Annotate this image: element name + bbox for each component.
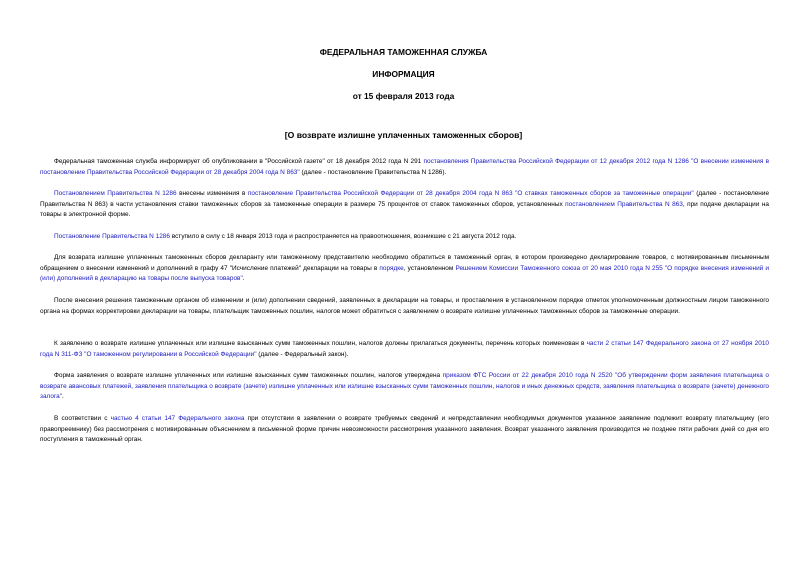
paragraph-text: . — [62, 393, 64, 400]
link-resolution-1286[interactable]: Постановление Правительства N 1286 — [54, 233, 170, 240]
paragraph-1 — [40, 157, 769, 178]
paragraph-text: Федеральная таможенная служба информирует об опубликовании в "Российской газете" от 18 декабря 2012 года N 291 — [54, 158, 424, 165]
paragraph-text: Форма заявления о возврате излишне уплаченных или излишне взысканных сумм таможенных пошлин, налогов утверждена — [54, 372, 443, 379]
paragraph-text: После внесения решения таможенным органом об изменении и (или) дополнении сведений, заявленных в декларации на товары, и проставления в установленном порядке отметок уполномоченным должностным лицом таможенного органа на формах корректировки декларации на товары, плательщик таможенных пошлин, налогов может обратиться с заявлением о возврате излишне уплаченных таможенных сборов за таможенные операции. — [40, 297, 769, 315]
paragraph-4 — [40, 253, 769, 285]
paragraph-text: Для возврата излишне уплаченных таможенных сборов декларанту или таможенному представителю необходимо обратиться в таможенный орган, в котором произведено декларирование товаров, с мотивированным письменным обращением о внесении изменений и дополнений в графу 47 "Исчисление платежей" декларации на товары в — [40, 254, 769, 272]
paragraph-text: (далее - Федеральный закон). — [256, 350, 349, 358]
link-resolution-1286[interactable]: постановления Правительства Российской Федерации от 12 декабря 2012 года N 1286 "О внесении изменения в постановление Правительства Российской Федерации от 28 декабря 2004 года N 863" — [40, 158, 770, 176]
link-order-2520[interactable]: приказом ФТС России от 22 декабря 2010 года N 2520 "Об утверждении форм заявления плательщика о возврате авансовых платежей, заявления плательщика о возврате (зачете) излишне уплаченных или излишне взысканных сумм таможенных пошлин, налогов и иных денежных средств, заявления плательщика о возврате (зачете) денежного залога" — [40, 372, 769, 400]
agency-title: ФЕДЕРАЛЬНАЯ ТАМОЖЕННАЯ СЛУЖБА — [319, 47, 488, 57]
paragraph-text: , установленном — [403, 264, 456, 272]
paragraph-text: при отсутствии в заявлении о возврате требуемых сведений и непредставлении необходимых документов указанное заявление подлежит возврату плательщику (его правопреемнику) без рассмотрения с мотивированным объяснением в письменной форме причин невозможности рассмотрения указанного заявления. Возврат указанного заявления производится не позднее пяти рабочих дней со дня его поступления в таможенный орган. — [40, 415, 769, 443]
paragraph-text: . — [242, 275, 245, 282]
paragraph-text: внесены изменения в — [176, 190, 248, 197]
link-customs-union-decision[interactable]: Решением Комиссии Таможенного союза от 20 мая 2010 года N 255 "О порядке внесения изменений и (или) дополнений в декларацию на товары после выпуска товаров" — [40, 264, 770, 282]
paragraph-text: (далее - постановление Правительства N 863) в части установления ставки таможенных сборов за таможенные операции в размере 75 процентов от ставок таможенных сборов, установленных — [40, 190, 770, 208]
document-date: от 15 февраля 2013 года — [352, 91, 455, 101]
link-federal-law-article-147-part-4[interactable]: частью 4 статьи 147 Федерального закона — [110, 415, 245, 422]
link-procedure[interactable]: порядке — [379, 264, 404, 272]
link-resolution-863[interactable]: постановлением Правительства N 863 — [565, 200, 683, 208]
paragraph-text: К заявлению о возврате излишне уплаченных или излишне взысканных сумм таможенных пошлин, налогов должны прилагаться документы, перечень которых поименован в — [54, 340, 587, 347]
paragraph-text: вступило в силу с 18 января 2013 года и распространяется на правоотношения, возникшие с 21 августа 2012 года. — [169, 233, 517, 240]
link-resolution-863[interactable]: постановление Правительства Российской Федерации от 28 декабря 2004 года N 863 "О ставках таможенных сборов за таможенные операции" — [247, 190, 694, 197]
paragraph-5 — [40, 296, 769, 317]
paragraph-text: (далее - постановление Правительства N 1286). — [299, 168, 447, 176]
paragraph-2 — [40, 189, 769, 221]
paragraph-text: В соответствии с — [54, 415, 111, 422]
paragraph-8 — [40, 414, 769, 446]
paragraph-text: , при подаче декларации на товары в электронной форме. — [40, 200, 769, 218]
document-subject: [О возврате излишне уплаченных таможенных сборов] — [284, 130, 523, 140]
paragraph-3 — [40, 232, 769, 243]
link-federal-law-article-147[interactable]: части 2 статьи 147 Федерального закона от 27 ноября 2010 года N 311-ФЗ "О таможенном регулировании в Российской Федерации" — [40, 340, 770, 358]
link-resolution-1286[interactable]: Постановлением Правительства N 1286 — [54, 190, 177, 197]
paragraph-7 — [40, 371, 769, 403]
document-type: ИНФОРМАЦИЯ — [372, 69, 435, 79]
paragraph-6 — [40, 339, 769, 360]
